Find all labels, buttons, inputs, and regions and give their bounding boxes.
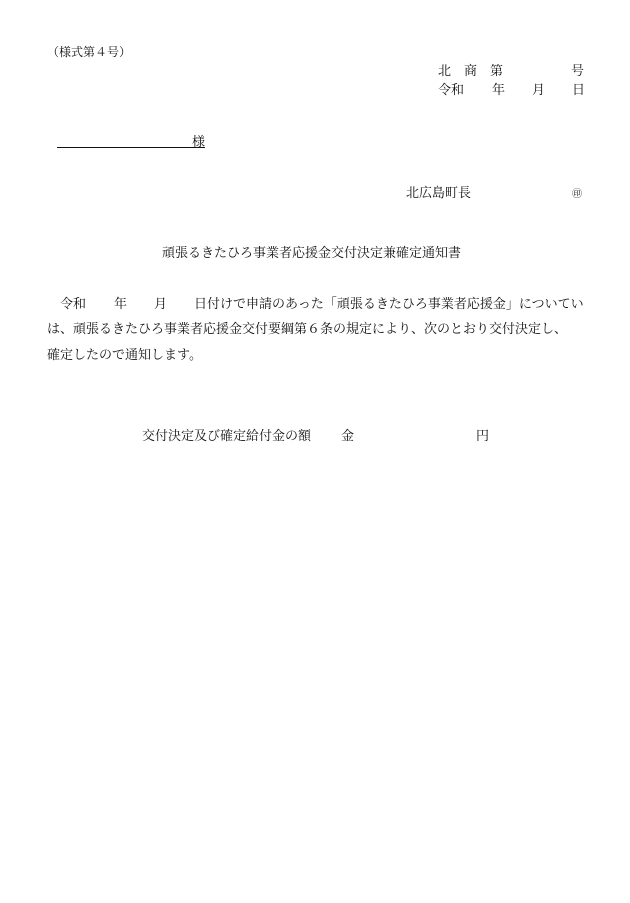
doc-number-prefix-north: 北 [438,64,452,79]
document-number [438,60,584,78]
date-year-unit: 年 [492,83,506,98]
date-month-unit: 月 [532,83,546,98]
issuer-name: 北広島町長 [406,186,472,201]
document-title: 頑張るきたひろ事業者応援金交付決定兼確定通知書 [162,246,462,261]
recipient-name-line [57,147,205,148]
document-date [438,79,584,97]
seal-mark: ㊞ [572,189,582,200]
date-day-unit: 日 [572,83,586,98]
date-era: 令和 [438,83,465,98]
form-number-label: （様式第４号） [47,45,132,59]
body-line-1 [47,293,587,311]
doc-number-suffix: 号 [571,64,585,79]
body-line-1-text: 日付けで申請のあった「頑張るきたひろ事業者応援金」についてい [194,297,584,312]
body-line-3: 確定したので通知します。 [47,348,202,363]
body-month-unit: 月 [154,297,168,312]
grant-amount-prefix: 金 [341,429,355,444]
body-line-2: は、頑張るきたひろ事業者応援金交付要綱第６条の規定により、次のとおり交付決定し、 [47,322,568,337]
grant-amount-unit: 円 [476,429,490,444]
grant-amount-row [142,425,492,443]
recipient-honorific: 様 [192,135,206,150]
body-date-era: 令和 [60,297,87,312]
doc-number-prefix-commerce: 商 [464,64,478,79]
body-year-unit: 年 [114,297,128,312]
grant-amount-label: 交付決定及び確定給付金の額 [142,429,312,444]
doc-number-prefix-dai: 第 [490,64,504,79]
